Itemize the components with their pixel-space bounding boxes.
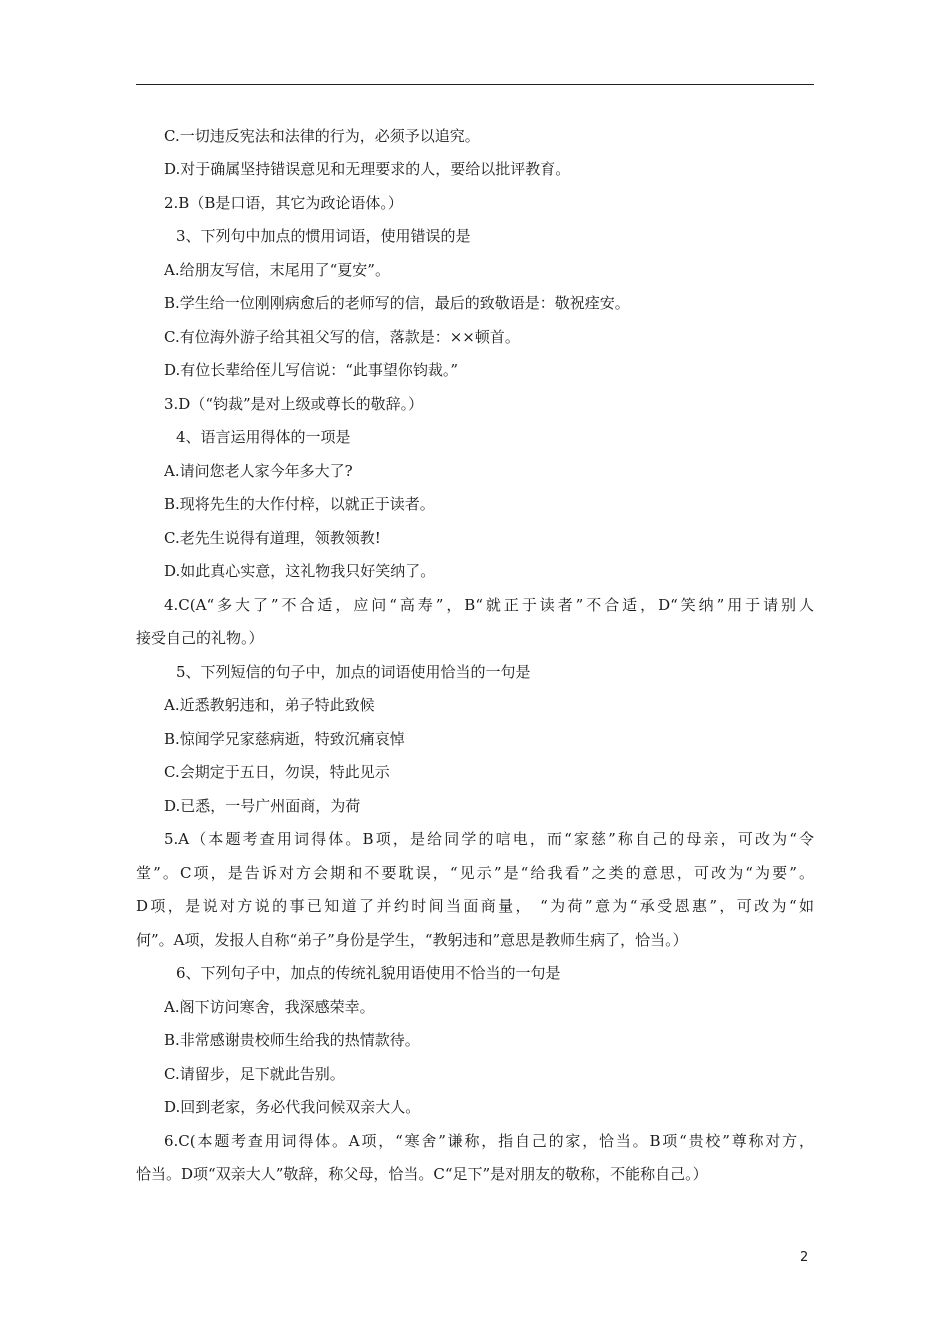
option-line: B.现将先生的大作付梓，以就正于读者。 xyxy=(164,495,435,513)
header-rule xyxy=(136,84,814,85)
option-line: D.有位长辈给侄儿写信说：“此事望你钧裁。” xyxy=(164,361,459,379)
answer-line: 4.C(A“多大了”不合适，应问“高寿”，B“就正于读者”不合适，D“笑纳”用于请别人 xyxy=(164,596,814,614)
answer-line: 5.A（本题考查用词得体。B项，是给同学的唁电，而“家慈”称自己的母亲，可改为“令 xyxy=(164,830,814,848)
answer-line: 接受自己的礼物。） xyxy=(136,629,264,647)
question-line: 6、下列句子中，加点的传统礼貌用语使用不恰当的一句是 xyxy=(176,964,561,982)
option-line: C.会期定于五日，勿误，特此见示 xyxy=(164,763,390,781)
answer-line: 堂”。C项，是告诉对方会期和不要耽误，“见示”是“给我看”之类的意思，可改为“为要”。 xyxy=(136,864,814,882)
question-line: 3、下列句中加点的惯用词语，使用错误的是 xyxy=(176,227,471,245)
question-line: 4、语言运用得体的一项是 xyxy=(176,428,351,446)
option-line: A.给朋友写信，末尾用了“夏安”。 xyxy=(164,261,390,279)
answer-line: 3.D（“钧裁”是对上级或尊长的敬辞。） xyxy=(164,395,424,413)
option-line: C.老先生说得有道理，领教领教! xyxy=(164,529,381,547)
option-line: D.已悉，一号广州面商，为荷 xyxy=(164,797,361,815)
option-line: A.请问您老人家今年多大了? xyxy=(164,462,353,480)
option-line: B.非常感谢贵校师生给我的热情款待。 xyxy=(164,1031,420,1049)
answer-line: 6.C(本题考查用词得体。A项，“寒舍”谦称，指自己的家，恰当。B项“贵校”尊称对方， xyxy=(164,1132,814,1150)
option-line: D.回到老家，务必代我问候双亲大人。 xyxy=(164,1098,421,1116)
option-line: D.对于确属坚持错误意见和无理要求的人，要给以批评教育。 xyxy=(164,160,571,178)
answer-line: 2.B（B是口语，其它为政论语体。） xyxy=(164,194,403,212)
option-line: A.阁下访问寒舍，我深感荣幸。 xyxy=(164,998,375,1016)
page-number: 2 xyxy=(800,1250,809,1265)
option-line: C.有位海外游子给其祖父写的信，落款是：××顿首。 xyxy=(164,328,520,346)
option-line: C.一切违反宪法和法律的行为，必须予以追究。 xyxy=(164,127,480,145)
option-line: B.学生给一位刚刚病愈后的老师写的信，最后的致敬语是：敬祝痊安。 xyxy=(164,294,630,312)
question-line: 5、下列短信的句子中，加点的词语使用恰当的一句是 xyxy=(176,663,531,681)
option-line: B.惊闻学兄家慈病逝，特致沉痛哀悼 xyxy=(164,730,405,748)
option-line: C.请留步，足下就此告别。 xyxy=(164,1065,345,1083)
answer-line: 何”。A项，发报人自称“弟子”身份是学生，“教躬违和”意思是教师生病了，恰当。） xyxy=(136,931,688,949)
answer-line: D项，是说对方说的事已知道了并约时间当面商量， “为荷”意为“承受恩惠”，可改为“如 xyxy=(136,897,814,915)
answer-line: 恰当。D项“双亲大人”敬辞，称父母，恰当。C“足下”是对朋友的敬称，不能称自己。） xyxy=(136,1165,708,1183)
option-line: A.近悉教躬违和，弟子特此致候 xyxy=(164,696,375,714)
option-line: D.如此真心实意，这礼物我只好笑纳了。 xyxy=(164,562,436,580)
